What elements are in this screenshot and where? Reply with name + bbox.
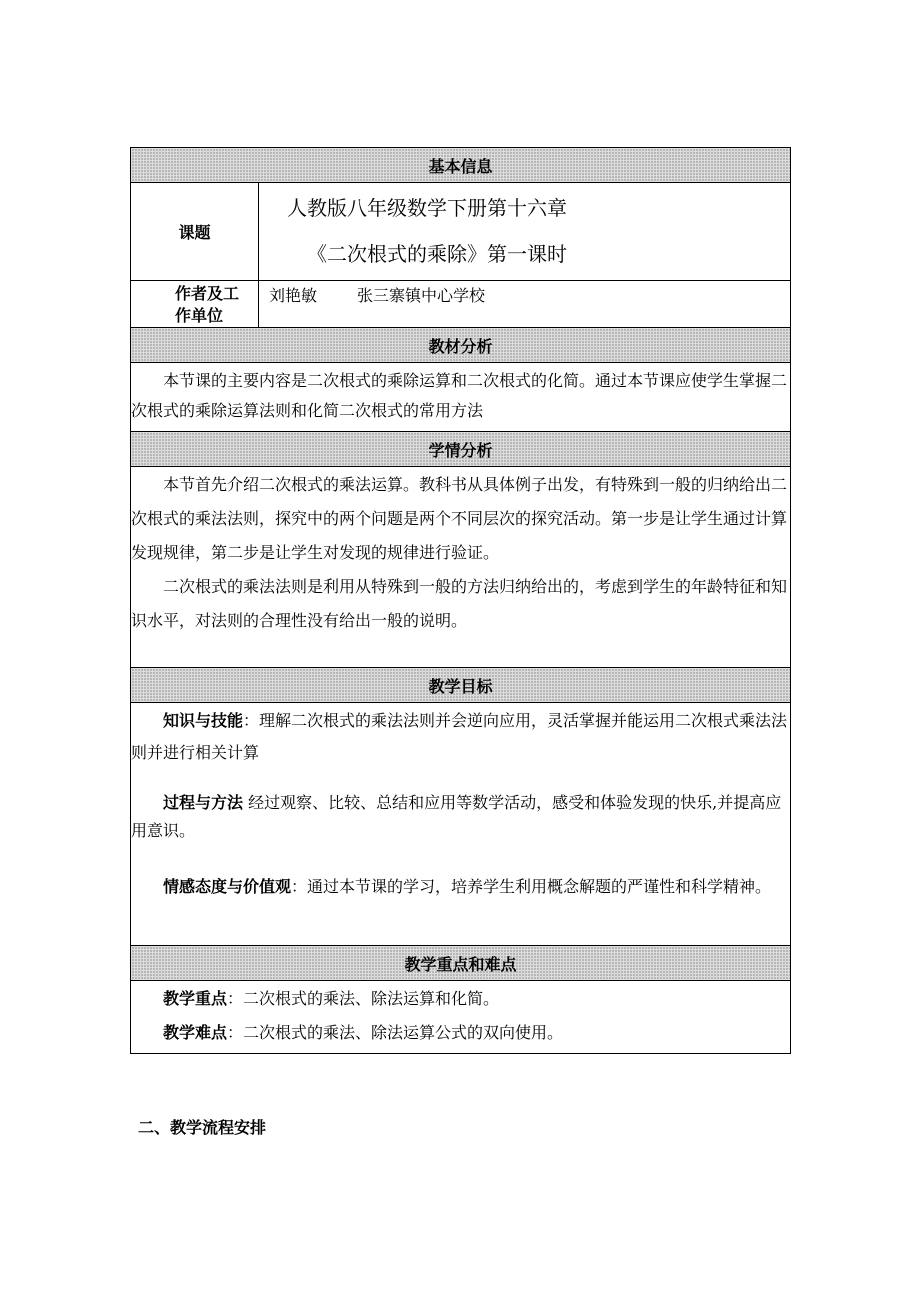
key-difficult-header: 教学重点和难点 — [131, 946, 791, 981]
topic-content — [259, 183, 791, 281]
goal-attitude — [131, 873, 790, 901]
goal-process-text: 经过观察、比较、总结和应用等数学活动，感受和体验发现的快乐,并提高应用意识。 — [131, 793, 782, 840]
author-content — [259, 281, 791, 328]
author-unit: 张三寨镇中心学校 — [357, 286, 486, 305]
key-point-label: 教学重点 — [163, 989, 228, 1008]
goal-attitude-label: 情感态度与价值观 — [163, 877, 292, 896]
goal-process — [131, 789, 790, 845]
goal-knowledge-label: 知识与技能 — [163, 711, 244, 730]
learner-analysis-header: 学情分析 — [131, 432, 791, 467]
author-label-line-2: 作单位 — [175, 306, 224, 325]
learner-analysis-p2: 二次根式的乘法法则是利用从特殊到一般的方法归纳给出的，考虑到学生的年龄特征和知识水平，对法则的合理性没有给出一般的说明。 — [131, 577, 788, 630]
key-point-text: ：二次根式的乘法、除法运算和化简。 — [227, 989, 500, 1008]
section-2-heading: 二、教学流程安排 — [138, 1118, 267, 1137]
lesson-info-table — [130, 147, 791, 1054]
topic-label: 课题 — [131, 183, 259, 281]
goal-knowledge-text: ：理解二次根式的乘法法则并会逆向应用，灵活掌握并能运用二次根式乘法法则并进行相关计算 — [131, 711, 788, 762]
author-name: 刘艳敏 — [269, 286, 318, 305]
key-point — [131, 982, 790, 1016]
difficult-point-text: ：二次根式的乘法、除法运算公式的双向使用。 — [227, 1023, 564, 1042]
author-label-line-1: 作者及工 — [175, 284, 240, 303]
difficult-point-label: 教学难点 — [163, 1023, 228, 1042]
teaching-goals-body — [131, 703, 791, 946]
topic-line-2: 《二次根式的乘除》第一课时 — [307, 242, 567, 266]
material-analysis-body — [131, 363, 791, 432]
learner-analysis-body — [131, 467, 791, 668]
goal-attitude-text: ：通过本节课的学习，培养学生利用概念解题的严谨性和科学精神。 — [291, 877, 772, 896]
material-analysis-text: 本节课的主要内容是二次根式的乘除运算和二次根式的化简。通过本节课应使学生掌握二次根式的乘除运算法则和化简二次根式的常用方法 — [131, 371, 788, 420]
author-label — [131, 281, 259, 328]
goal-knowledge — [131, 705, 790, 769]
teaching-goals-header: 教学目标 — [131, 668, 791, 703]
material-analysis-header: 教材分析 — [131, 328, 791, 363]
key-difficult-body — [131, 981, 791, 1054]
topic-line-1: 人教版八年级数学下册第十六章 — [287, 196, 567, 220]
difficult-point — [131, 1016, 790, 1050]
learner-analysis-p1: 本节首先介绍二次根式的乘法运算。教科书从具体例子出发，有特殊到一般的归纳给出二次根式的乘法法则，探究中的两个问题是两个不同层次的探究活动。第一步是让学生通过计算发现规律，第二步是让学生对发现的规律进行验证。 — [131, 475, 788, 562]
basic-info-header: 基本信息 — [131, 148, 791, 183]
goal-process-label: 过程与方法 — [163, 793, 244, 812]
